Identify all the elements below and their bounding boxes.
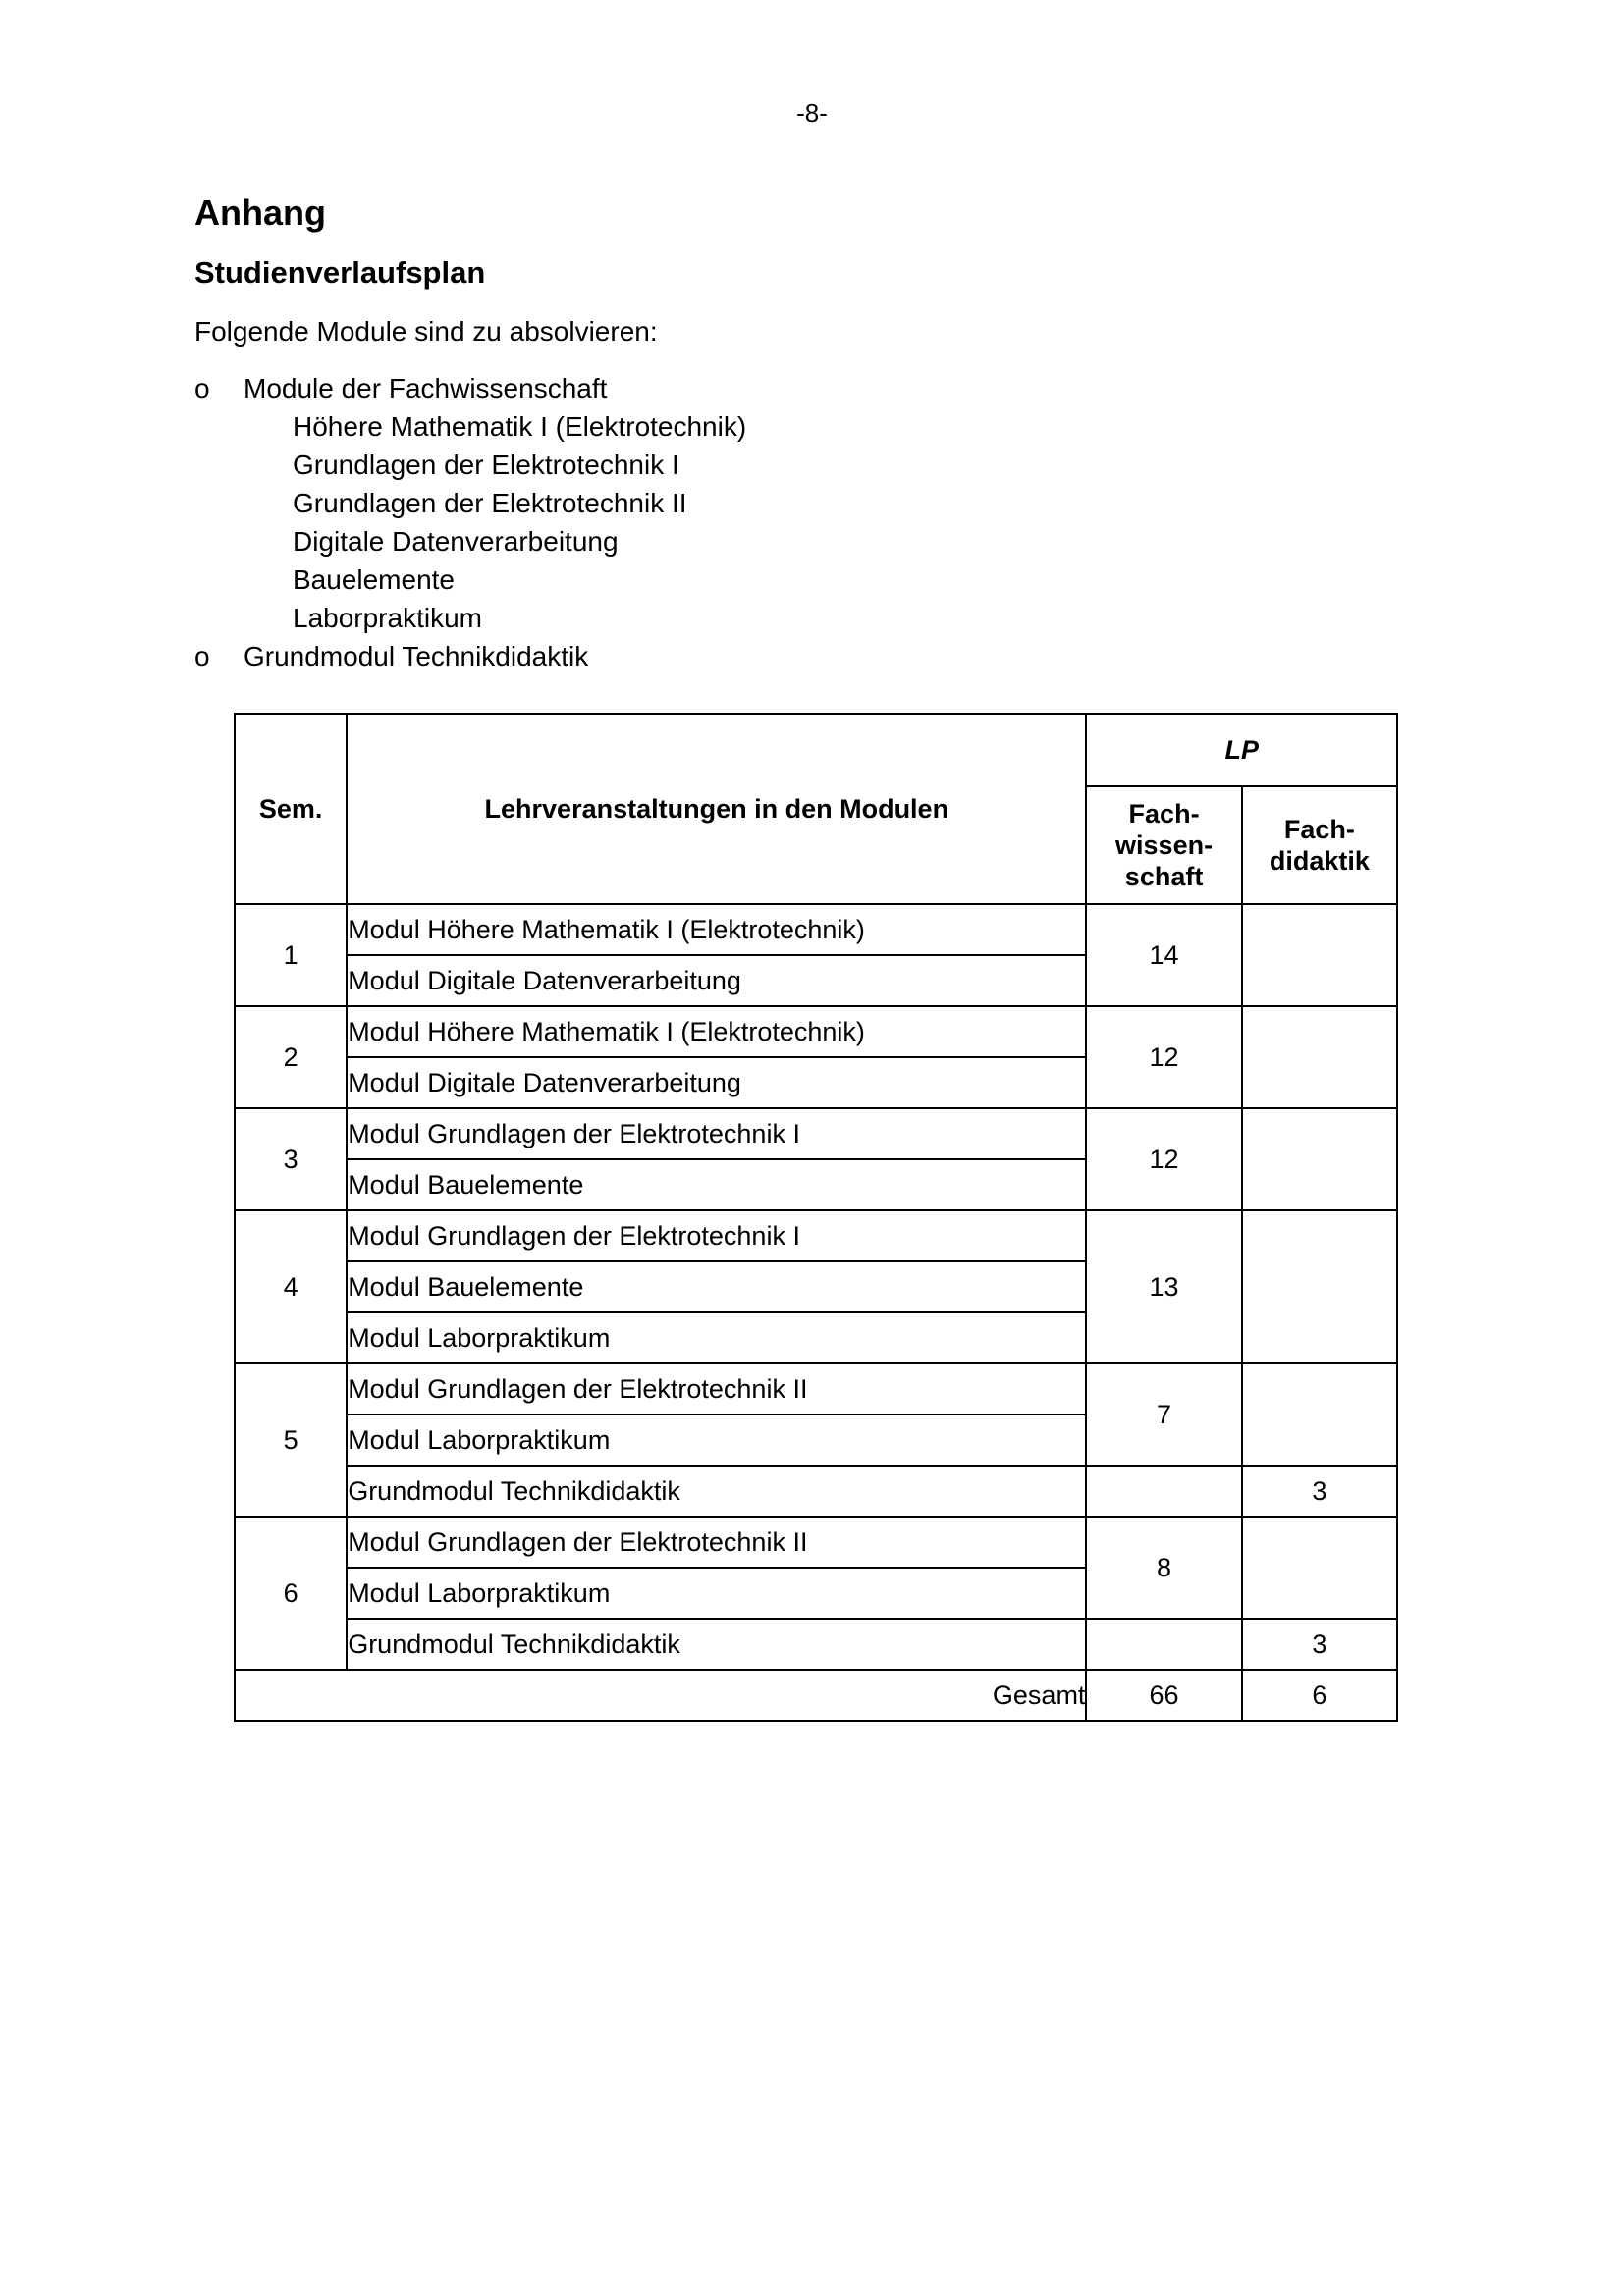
lp-fachdidaktik-cell <box>1242 904 1397 1006</box>
table-row <box>235 1006 1397 1057</box>
lp-fachwissenschaft-cell: 7 <box>1086 1363 1241 1466</box>
total-fachdidaktik: 6 <box>1242 1670 1397 1721</box>
total-row <box>235 1670 1397 1721</box>
table-row <box>235 1619 1397 1670</box>
header-lehrveranstaltungen: Lehrveranstaltungen in den Modulen <box>347 714 1086 904</box>
module-name: Digitale Datenverarbeitung <box>293 526 619 557</box>
list-item <box>194 637 746 675</box>
header-lp: LP <box>1086 714 1397 786</box>
table-row <box>235 1466 1397 1517</box>
course-cell: Modul Grundlagen der Elektrotechnik I <box>347 1108 1086 1159</box>
table-row <box>235 1517 1397 1568</box>
course-cell: Modul Bauelemente <box>347 1261 1086 1312</box>
subheading: Studienverlaufsplan <box>194 255 486 290</box>
bullet-icon: o <box>194 373 210 403</box>
semester-cell: 1 <box>235 904 347 1006</box>
course-cell: Modul Laborpraktikum <box>347 1312 1086 1363</box>
list-item <box>194 369 746 407</box>
course-cell: Modul Grundlagen der Elektrotechnik I <box>347 1210 1086 1261</box>
course-cell: Modul Digitale Datenverarbeitung <box>347 955 1086 1006</box>
lp-fachwissenschaft-cell <box>1086 1619 1241 1670</box>
header-fachwissenschaft: Fach- wissen- schaft <box>1086 786 1241 904</box>
study-plan-table <box>234 713 1398 1722</box>
table-row <box>235 1363 1397 1415</box>
bullet-icon: o <box>194 641 210 671</box>
course-cell: Modul Digitale Datenverarbeitung <box>347 1057 1086 1108</box>
lp-fachwissenschaft-cell: 12 <box>1086 1006 1241 1108</box>
semester-cell: 5 <box>235 1363 347 1517</box>
course-cell: Grundmodul Technikdidaktik <box>347 1466 1086 1517</box>
list-item-label: Grundmodul Technikdidaktik <box>244 641 589 671</box>
lp-fachwissenschaft-cell: 14 <box>1086 904 1241 1006</box>
table-row <box>235 904 1397 955</box>
course-cell: Modul Grundlagen der Elektrotechnik II <box>347 1363 1086 1415</box>
semester-cell: 3 <box>235 1108 347 1210</box>
table-row <box>235 1108 1397 1159</box>
course-cell: Modul Höhere Mathematik I (Elektrotechnik) <box>347 904 1086 955</box>
lp-fachdidaktik-cell: 3 <box>1242 1619 1397 1670</box>
module-name: Grundlagen der Elektrotechnik II <box>293 488 687 518</box>
course-cell: Modul Bauelemente <box>347 1159 1086 1210</box>
module-name: Laborpraktikum <box>293 603 482 633</box>
page-number: -8- <box>796 98 828 128</box>
semester-cell: 2 <box>235 1006 347 1108</box>
course-cell: Modul Laborpraktikum <box>347 1415 1086 1466</box>
module-name: Grundlagen der Elektrotechnik I <box>293 450 679 480</box>
table-body <box>235 904 1397 1670</box>
header-sem: Sem. <box>235 714 347 904</box>
lp-fachwissenschaft-cell: 13 <box>1086 1210 1241 1363</box>
lp-fachwissenschaft-cell: 8 <box>1086 1517 1241 1619</box>
total-label: Gesamt <box>235 1670 1086 1721</box>
course-cell: Modul Laborpraktikum <box>347 1568 1086 1619</box>
heading: Anhang <box>194 192 326 233</box>
lp-fachdidaktik-cell <box>1242 1108 1397 1210</box>
course-cell: Modul Grundlagen der Elektrotechnik II <box>347 1517 1086 1568</box>
lp-fachdidaktik-cell <box>1242 1210 1397 1363</box>
module-name: Bauelemente <box>293 564 456 595</box>
lp-fachdidaktik-cell <box>1242 1363 1397 1466</box>
module-list <box>194 369 746 675</box>
total-fachwissenschaft: 66 <box>1086 1670 1241 1721</box>
lp-fachdidaktik-cell: 3 <box>1242 1466 1397 1517</box>
lp-fachwissenschaft-cell: 12 <box>1086 1108 1241 1210</box>
list-item-label: Module der Fachwissenschaft <box>244 373 608 403</box>
lp-fachwissenschaft-cell <box>1086 1466 1241 1517</box>
module-name: Höhere Mathematik I (Elektrotechnik) <box>293 411 747 442</box>
course-cell: Modul Höhere Mathematik I (Elektrotechnik) <box>347 1006 1086 1057</box>
course-cell: Grundmodul Technikdidaktik <box>347 1619 1086 1670</box>
semester-cell: 4 <box>235 1210 347 1363</box>
table-row <box>235 1210 1397 1261</box>
lp-fachdidaktik-cell <box>1242 1517 1397 1619</box>
header-fachdidaktik: Fach- didaktik <box>1242 786 1397 904</box>
lp-fachdidaktik-cell <box>1242 1006 1397 1108</box>
semester-cell: 6 <box>235 1517 347 1670</box>
intro-text: Folgende Module sind zu absolvieren: <box>194 316 658 347</box>
